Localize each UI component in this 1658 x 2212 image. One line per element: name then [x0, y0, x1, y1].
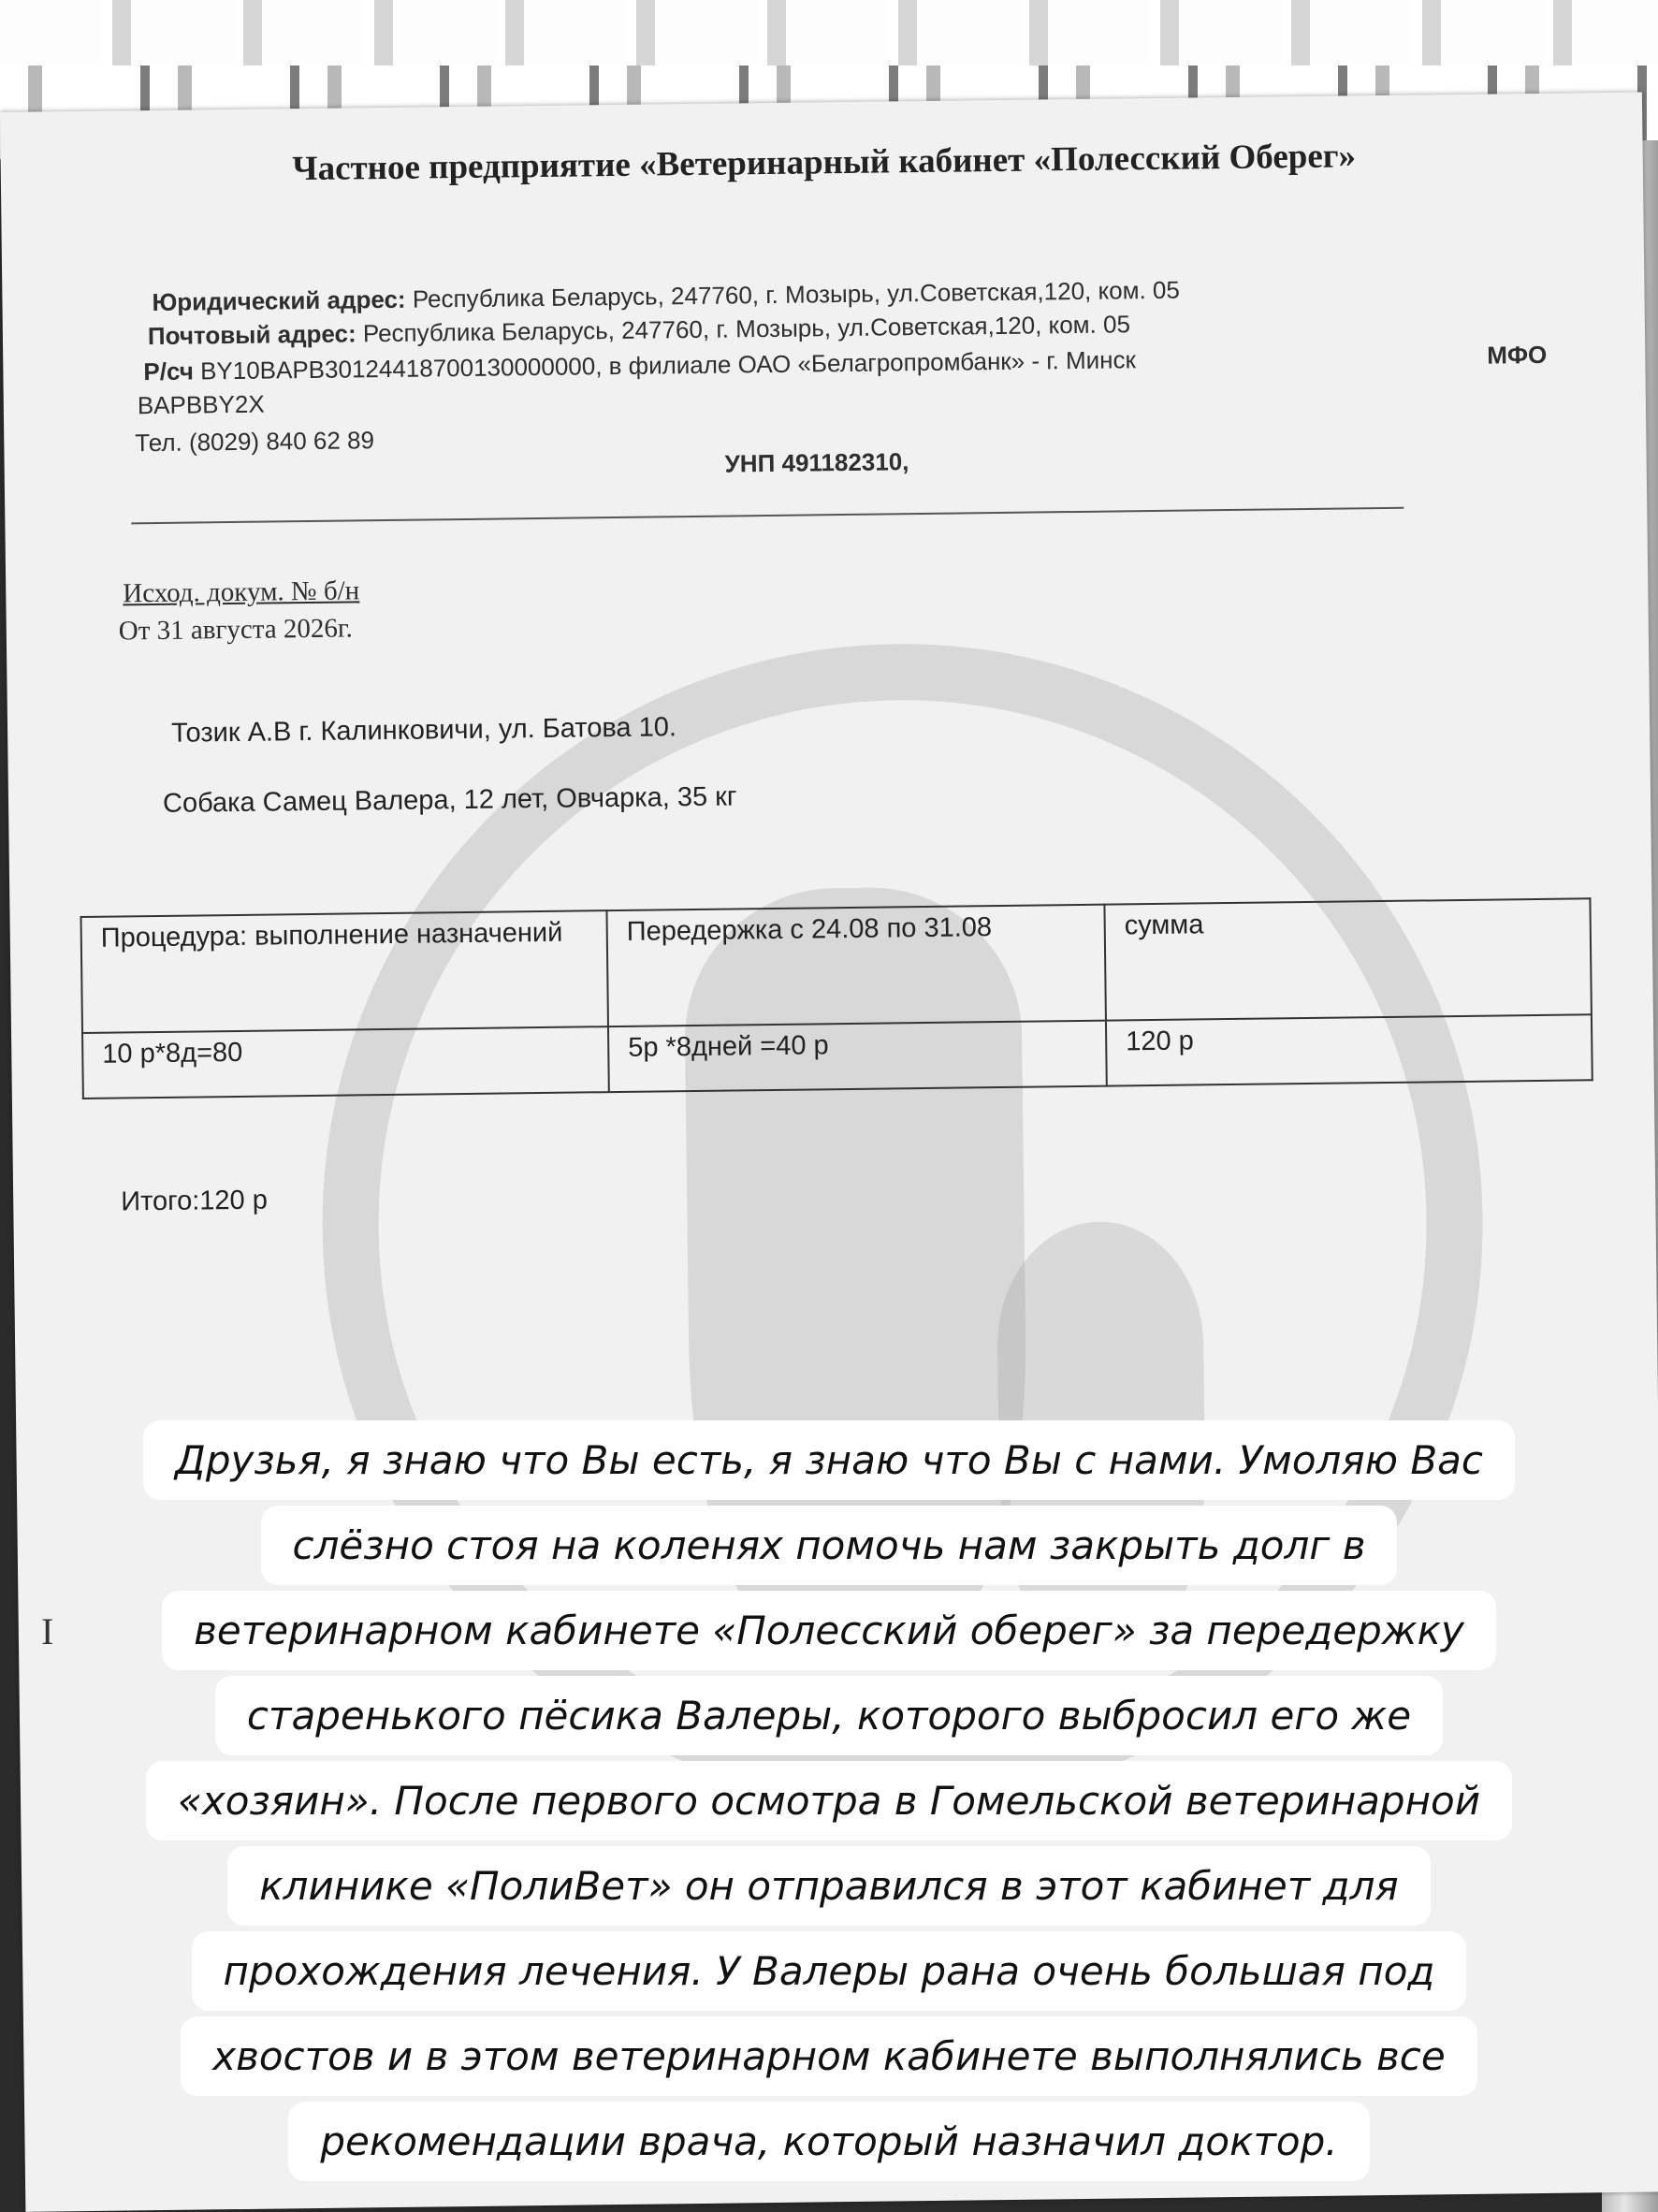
recipient-line: Тозик А.В г. Калинковичи, ул. Батова 10. [170, 712, 677, 749]
caption-line: хвостов и в этом ветеринарном кабинете выполнялись все [181, 2016, 1476, 2096]
account-value: BY10BAPB30124418700130000000, в филиале ОАО «Белагропромбанк» - г. Минск [199, 345, 1137, 386]
phone-number: Тел. (8029) 840 62 89 [135, 426, 375, 458]
animal-description: Собака Самец Валера, 12 лет, Овчарка, 35 кг [162, 781, 737, 819]
mfo-label: МФО [1487, 340, 1548, 370]
table-header-cell: Передержка с 24.08 по 31.08 [606, 905, 1105, 1026]
table-cell: 120 р [1106, 1014, 1593, 1085]
unp-number: УНП 491182310, [724, 447, 909, 478]
bic-code: BAPBBY2X [137, 389, 265, 420]
company-title: Частное предприятие «Ветеринарный кабинет «Полесский Оберег» [292, 137, 1357, 189]
caption-line: старенького пёсика Валеры, которого выбросил его же [215, 1676, 1443, 1755]
caption-line: рекомендации врача, который назначил доктор. [288, 2102, 1369, 2181]
postal-address-value: Республика Беларусь, 247760, г. Мозырь, ул.Советская,120, ком. 05 [362, 310, 1131, 348]
caption-line: слёзно стоя на коленях помочь нам закрыть долг в [261, 1506, 1398, 1585]
caption-line: ветеринарном кабинете «Полесский оберег» за передержку [162, 1591, 1496, 1670]
caption-line: прохождения лечения. У Валеры рана очень большая под [192, 1931, 1467, 2011]
table-cell: 5р *8дней =40 р [608, 1021, 1107, 1092]
table-cell: 10 р*8д=80 [82, 1026, 609, 1099]
table-header-cell: сумма [1104, 898, 1591, 1020]
table-header-cell: Процедура: выполнение назначений [81, 910, 608, 1033]
table-header-row [81, 898, 1592, 1033]
outgoing-reference: Исход. докум. № б/н [123, 575, 360, 609]
story-caption [0, 1420, 1658, 2187]
legal-address-label: Юридический адрес: [152, 284, 406, 317]
account-label: Р/сч [143, 357, 195, 386]
header-divider [131, 507, 1403, 525]
caption-line: «хозяин». После первого осмотра в Гомельской ветеринарной [146, 1761, 1512, 1841]
total-amount: Итого:120 р [121, 1185, 269, 1217]
postal-address-line [148, 310, 1130, 351]
edge-mark: Ι [41, 1610, 54, 1652]
caption-line: Друзья, я знаю что Вы есть, я знаю что Вы с нами. Умоляю Вас [143, 1420, 1515, 1500]
services-table [80, 897, 1593, 1099]
caption-line: клинике «ПолиВет» он отправился в этот кабинет для [227, 1846, 1430, 1926]
postal-address-label: Почтовый адрес: [147, 319, 356, 351]
document-date: От 31 августа 2026г. [118, 613, 353, 647]
legal-address-value: Республика Беларусь, 247760, г. Мозырь, ул.Советская,120, ком. 05 [412, 275, 1181, 313]
